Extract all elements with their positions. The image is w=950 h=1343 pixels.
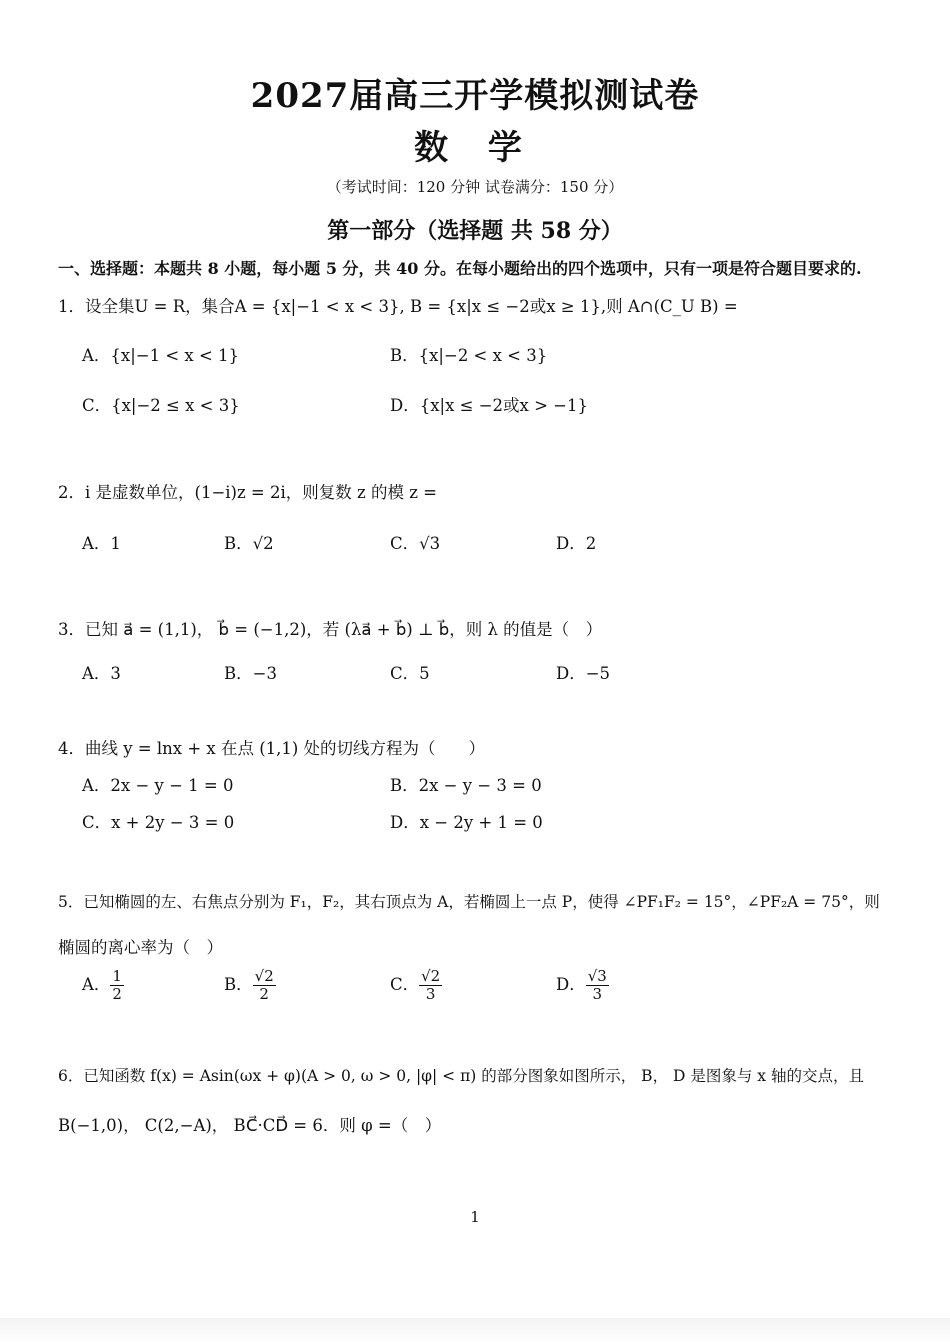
numerator: √2: [421, 967, 441, 985]
question-1-option-a: A．{x|−1 < x < 1}: [82, 346, 240, 365]
page-edge: [0, 1318, 950, 1343]
question-2-option-b: B．√2: [224, 534, 274, 553]
question-3-option-a: A．3: [82, 664, 121, 683]
fraction: [110, 968, 124, 1003]
question-6-stem-continued: B(−1,0)， C(2,−A)， BC⃗·CD⃗ = 6．则 φ =（ ）: [58, 1116, 442, 1135]
fraction: [586, 968, 609, 1003]
option-label: B．: [224, 975, 253, 994]
question-4-option-c: C．x + 2y − 3 = 0: [82, 813, 235, 832]
numerator: √2: [254, 967, 274, 985]
question-1-stem: 1．设全集U = R，集合A = {x|−1 < x < 3}, B = {x|x ≤ −2或x ≥ 1},则 A∩(C_U B) =: [58, 297, 738, 316]
question-3-option-b: B．−3: [224, 664, 277, 683]
exam-title: 2027届高三开学模拟测试卷: [250, 76, 700, 116]
question-5-stem-continued: 椭圆的离心率为（ ）: [58, 938, 223, 957]
question-5-option-a: [82, 968, 124, 1003]
question-5-option-b: [224, 968, 276, 1003]
question-2-option-c: C．√3: [390, 534, 441, 553]
option-label: D．: [556, 975, 586, 994]
question-3-stem: 3．已知 a⃗ = (1,1)， b⃗ = (−1,2)，若 (λa⃗ + b⃗) ⊥ b⃗，则 λ 的值是（ ）: [58, 620, 603, 639]
question-1-option-c: C．{x|−2 ≤ x < 3}: [82, 396, 240, 415]
question-4-option-a: A．2x − y − 1 = 0: [82, 776, 234, 795]
fraction: [419, 968, 442, 1003]
numerator: √3: [587, 967, 607, 985]
option-label: C．: [390, 975, 420, 994]
question-4-option-b: B．2x − y − 3 = 0: [390, 776, 542, 795]
section-instruction: 一、选择题：本题共 8 小题，每小题 5 分，共 40 分。在每小题给出的四个选项中，只有一项是符合题目要求的.: [58, 259, 862, 278]
question-2-stem: 2．i 是虚数单位，(1−i)z = 2i，则复数 z 的模 z =: [58, 483, 437, 502]
numerator: 1: [112, 967, 122, 985]
denominator: 2: [112, 985, 122, 1003]
question-3-option-d: D．−5: [556, 664, 611, 683]
question-4-stem: 4．曲线 y = lnx + x 在点 (1,1) 处的切线方程为（ ）: [58, 739, 486, 758]
denominator: 2: [259, 985, 269, 1003]
question-2-option-d: D．2: [556, 534, 597, 553]
question-5-option-d: [556, 968, 609, 1003]
question-5-option-c: [390, 968, 442, 1003]
fraction: [253, 968, 276, 1003]
question-1-option-d: D．{x|x ≤ −2或x > −1}: [390, 396, 588, 415]
question-6-stem: 6．已知函数 f(x) = Asin(ωx + φ)(A > 0, ω > 0, |φ| < π) 的部分图象如图所示， B， D 是图象与 x 轴的交点，且: [58, 1067, 864, 1085]
option-label: A．: [82, 975, 111, 994]
denominator: 3: [425, 985, 436, 1003]
exam-info: （考试时间：120 分钟 试卷满分：150 分）: [326, 178, 624, 196]
question-3-option-c: C．5: [390, 664, 430, 683]
question-4-option-d: D．x − 2y + 1 = 0: [390, 813, 543, 832]
subject-title: 数 学: [414, 128, 536, 168]
question-2-option-a: A．1: [82, 534, 121, 553]
question-1-option-b: B．{x|−2 < x < 3}: [390, 346, 548, 365]
denominator: 3: [592, 985, 603, 1003]
question-5-stem: 5．已知椭圆的左、右焦点分别为 F₁，F₂，其右顶点为 A，若椭圆上一点 P，使得 ∠PF₁F₂ = 15°，∠PF₂A = 75°，则: [58, 893, 880, 911]
page-number: 1: [470, 1208, 480, 1226]
part-heading: 第一部分（选择题 共 58 分）: [327, 218, 623, 244]
